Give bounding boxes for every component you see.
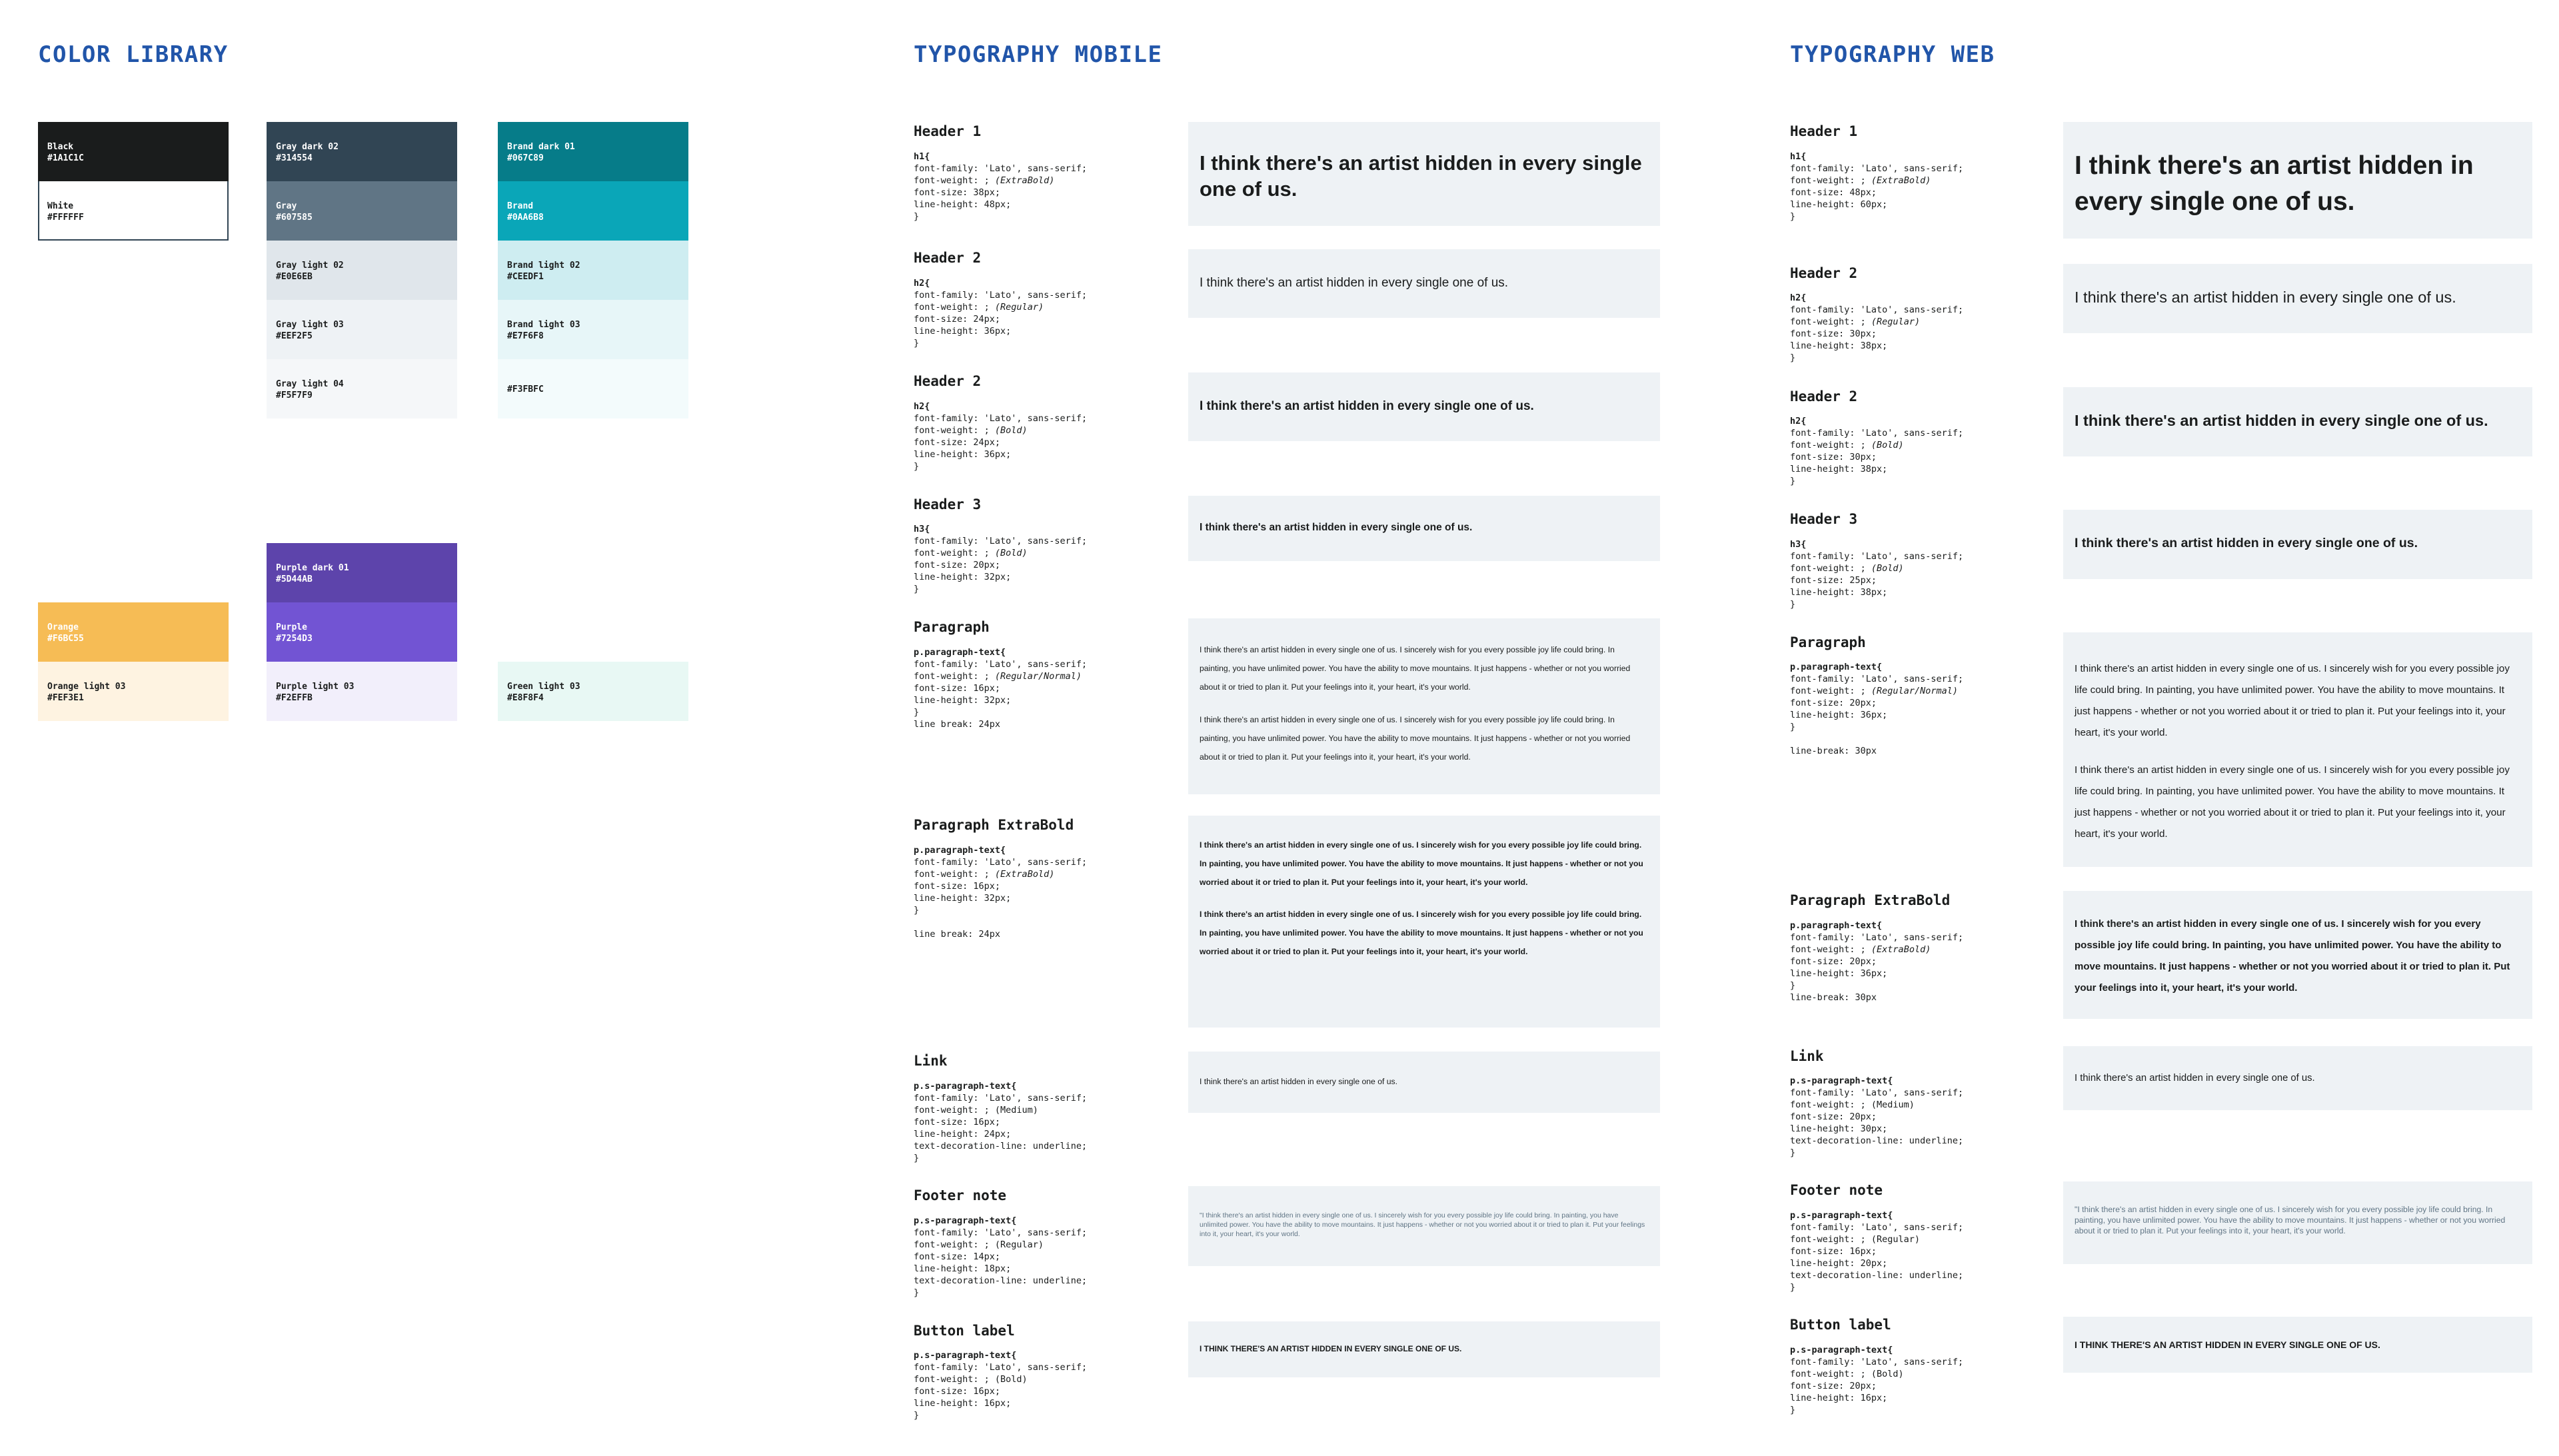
- css-spec: p.s-paragraph-text{ font-family: 'Lato', sans-serif; font-weight: ; (Regular) font-size: 14px; line-height: 18px; text-decoration-line: underline; }: [914, 1215, 1088, 1298]
- style-label: Paragraph ExtraBold: [1790, 892, 1951, 908]
- swatch-brand-light-04: [498, 359, 688, 418]
- preview-header-2-regular: I think there's an artist hidden in every single one of us.: [1188, 249, 1660, 318]
- swatch-name: Orange light 03: [47, 682, 126, 692]
- style-label: Link: [914, 1053, 948, 1069]
- swatch-hex: #314554: [276, 153, 313, 163]
- swatch-name: Green light 03: [507, 682, 580, 692]
- css-spec: p.s-paragraph-text{ font-family: 'Lato', sans-serif; font-weight: ; (Regular) font-size: 16px; line-height: 20px; text-decoration-line: underline; }: [1790, 1210, 1964, 1293]
- style-label: Link: [1790, 1048, 1824, 1064]
- preview-header-1: I think there's an artist hidden in every single one of us.: [1188, 122, 1660, 226]
- preview-footer-note: "I think there's an artist hidden in every single one of us. I sincerely wish for you every possible joy life could bring. In painting, you have unlimited power. You have the ability to move mountains. It just happens - whether or not you worried about it or tried to plan it. Put your feelings into it, your heart, it's your world.: [1188, 1186, 1660, 1266]
- swatch-hex: #F3FBFC: [507, 384, 544, 394]
- swatch-hex: #FFFFFF: [47, 213, 84, 223]
- sample-link[interactable]: I think there's an artist hidden in every single one of us.: [2075, 1073, 2315, 1084]
- style-label: Button label: [1790, 1317, 1891, 1333]
- swatch-white: [38, 181, 229, 241]
- css-spec: h2{ font-family: 'Lato', sans-serif; font-weight: ; (Regular) font-size: 24px; line-height: 36px; }: [914, 278, 1088, 349]
- swatch-hex: #067C89: [507, 153, 544, 163]
- preview-footer-note: "I think there's an artist hidden in every single one of us. I sincerely wish for you every possible joy life could bring. In painting, you have unlimited power. You have the ability to move mountains. It just happens - whether or not you worried about it or tried to plan it. Put your feelings into it, your heart, it's your world.: [2063, 1181, 2532, 1264]
- preview-header-1: I think there's an artist hidden in every single one of us.: [2063, 122, 2532, 239]
- style-label: Paragraph ExtraBold: [914, 817, 1074, 833]
- swatch-gray-light-03: [267, 300, 457, 359]
- style-label: Header 3: [914, 496, 982, 512]
- swatch-hex: #FEF3E1: [47, 693, 84, 703]
- swatch-hex: #F5F7F9: [276, 390, 313, 400]
- swatch-orange-light-03: [38, 662, 229, 721]
- preview-link: [2063, 1046, 2532, 1110]
- preview-paragraph: I think there's an artist hidden in every single one of us. I sincerely wish for you every possible joy life could bring. In painting, you have unlimited power. You have the ability to move mountains. It just happens - whether or not you worried about it or tried to plan it. Put your feelings into it, your heart, it's your world. I think there's an artist hidden in every single one of us. I sincerely wish for you every possible joy life could bring. In painting, you have unlimited power. You have the ability to move mountains. It just happens - whether or not you worried about it or tried to plan it. Put your feelings into it, your heart, it's your world.: [1188, 618, 1660, 794]
- swatch-name: Brand light 02: [507, 261, 580, 271]
- style-label: Header 1: [1790, 123, 1858, 139]
- css-spec: h1{ font-family: 'Lato', sans-serif; font-weight: ; (ExtraBold) font-size: 38px; line-height: 48px; }: [914, 151, 1088, 222]
- style-label: Header 2: [1790, 265, 1858, 281]
- swatch-orange: [38, 602, 229, 662]
- css-spec: p.paragraph-text{ font-family: 'Lato', sans-serif; font-weight: ; (Regular/Normal) font-size: 20px; line-height: 36px; } line-break: 30px: [1790, 662, 1964, 756]
- swatch-hex: #E8F8F4: [507, 693, 544, 703]
- preview-header-2-regular: I think there's an artist hidden in every single one of us.: [2063, 264, 2532, 333]
- preview-button-label: I THINK THERE'S AN ARTIST HIDDEN IN EVERY SINGLE ONE OF US.: [1188, 1321, 1660, 1377]
- swatch-name: Gray light 03: [276, 320, 344, 330]
- preview-header-3: I think there's an artist hidden in every single one of us.: [1188, 496, 1660, 561]
- swatch-hex: #EEF2F5: [276, 331, 313, 341]
- typography-mobile-title: TYPOGRAPHY MOBILE: [914, 41, 1163, 68]
- preview-header-2-bold: I think there's an artist hidden in every single one of us.: [2063, 387, 2532, 456]
- style-label: Paragraph: [1790, 634, 1866, 650]
- preview-paragraph-extrabold: I think there's an artist hidden in every single one of us. I sincerely wish for you every possible joy life could bring. In painting, you have unlimited power. You have the ability to move mountains. It just happens - whether or not you worried about it or tried to plan it. Put your feelings into it, your heart, it's your world.: [2063, 891, 2532, 1019]
- swatch-hex: #0AA6B8: [507, 213, 544, 223]
- css-spec: p.s-paragraph-text{ font-family: 'Lato', sans-serif; font-weight: ; (Medium) font-size: 20px; line-height: 30px; text-decoration-line: underline; }: [1790, 1076, 1964, 1158]
- swatch-name: Orange: [47, 622, 79, 632]
- typography-web: [1790, 0, 2532, 1456]
- swatch-gray-dark-02: [267, 122, 457, 181]
- swatch-gray-light-02: [267, 241, 457, 300]
- swatch-hex: #E0E6EB: [276, 272, 313, 282]
- sample-link[interactable]: I think there's an artist hidden in every single one of us.: [1200, 1077, 1398, 1086]
- color-library-title: COLOR LIBRARY: [38, 41, 229, 68]
- style-label: Paragraph: [914, 619, 990, 635]
- swatch-hex: #607585: [276, 213, 313, 223]
- swatch-hex: #CEEDF1: [507, 272, 544, 282]
- css-spec: p.s-paragraph-text{ font-family: 'Lato', sans-serif; font-weight: ; (Bold) font-size: 20px; line-height: 16px; }: [1790, 1345, 1964, 1415]
- swatch-name: Brand light 03: [507, 320, 580, 330]
- preview-header-2-bold: I think there's an artist hidden in every single one of us.: [1188, 372, 1660, 441]
- style-label: Header 2: [914, 373, 982, 389]
- css-spec: p.paragraph-text{ font-family: 'Lato', sans-serif; font-weight: ; (ExtraBold) font-size: 20px; line-height: 36px; } line-break: 30px: [1790, 920, 1964, 1003]
- css-spec: p.s-paragraph-text{ font-family: 'Lato', sans-serif; font-weight: ; (Bold) font-size: 16px; line-height: 16px; }: [914, 1350, 1088, 1421]
- swatch-purple-dark-01: [267, 543, 457, 602]
- preview-paragraph: I think there's an artist hidden in every single one of us. I sincerely wish for you every possible joy life could bring. In painting, you have unlimited power. You have the ability to move mountains. It just happens - whether or not you worried about it or tried to plan it. Put your feelings into it, your heart, it's your world. I think there's an artist hidden in every single one of us. I sincerely wish for you every possible joy life could bring. In painting, you have unlimited power. You have the ability to move mountains. It just happens - whether or not you worried about it or tried to plan it. Put your feelings into it, your heart, it's your world.: [2063, 632, 2532, 867]
- swatch-name: Brand: [507, 201, 534, 211]
- swatch-green-light-03: [498, 662, 688, 721]
- style-label: Header 2: [914, 250, 982, 266]
- style-label: Header 1: [914, 123, 982, 139]
- swatch-brand-light-02: [498, 241, 688, 300]
- swatch-brand: [498, 181, 688, 241]
- swatch-purple-light-03: [267, 662, 457, 721]
- typography-mobile: [914, 0, 1660, 1456]
- swatch-hex: #F6BC55: [47, 634, 84, 644]
- swatch-black: [38, 122, 229, 181]
- css-spec: p.paragraph-text{ font-family: 'Lato', sans-serif; font-weight: ; (ExtraBold) font-size: 16px; line-height: 32px; } line break: 24px: [914, 845, 1088, 940]
- swatch-name: Purple light 03: [276, 682, 355, 692]
- typography-web-title: TYPOGRAPHY WEB: [1790, 41, 1995, 68]
- style-label: Footer note: [1790, 1182, 1883, 1198]
- swatch-gray: [267, 181, 457, 241]
- css-spec: h3{ font-family: 'Lato', sans-serif; font-weight: ; (Bold) font-size: 20px; line-height: 32px; }: [914, 524, 1088, 594]
- preview-link: [1188, 1052, 1660, 1113]
- style-label: Header 3: [1790, 511, 1858, 527]
- preview-header-3: I think there's an artist hidden in every single one of us.: [2063, 510, 2532, 579]
- css-spec: h3{ font-family: 'Lato', sans-serif; font-weight: ; (Bold) font-size: 25px; line-height: 38px; }: [1790, 539, 1964, 610]
- css-spec: h1{ font-family: 'Lato', sans-serif; font-weight: ; (ExtraBold) font-size: 48px; line-height: 60px; }: [1790, 151, 1964, 222]
- swatch-name: Gray light 04: [276, 379, 344, 389]
- swatch-hex: #1A1C1C: [47, 153, 84, 163]
- swatch-hex: #7254D3: [276, 634, 313, 644]
- css-spec: h2{ font-family: 'Lato', sans-serif; font-weight: ; (Regular) font-size: 30px; line-height: 38px; }: [1790, 293, 1964, 363]
- swatch-brand-light-03: [498, 300, 688, 359]
- swatch-brand-dark-01: [498, 122, 688, 181]
- swatch-name: White: [47, 201, 74, 211]
- swatch-gray-light-04: [267, 359, 457, 418]
- preview-paragraph-extrabold: I think there's an artist hidden in every single one of us. I sincerely wish for you every possible joy life could bring. In painting, you have unlimited power. You have the ability to move mountains. It just happens - whether or not you worried about it or tried to plan it. Put your feelings into it, your heart, it's your world. I think there's an artist hidden in every single one of us. I sincerely wish for you every possible joy life could bring. In painting, you have unlimited power. You have the ability to move mountains. It just happens - whether or not you worried about it or tried to plan it. Put your feelings into it, your heart, it's your world.: [1188, 816, 1660, 1028]
- swatch-name: Brand dark 01: [507, 142, 575, 152]
- css-spec: h2{ font-family: 'Lato', sans-serif; font-weight: ; (Bold) font-size: 24px; line-height: 36px; }: [914, 401, 1088, 472]
- style-label: Footer note: [914, 1187, 1007, 1203]
- preview-button-label: I THINK THERE'S AN ARTIST HIDDEN IN EVERY SINGLE ONE OF US.: [2063, 1317, 2532, 1373]
- swatch-name: Gray: [276, 201, 297, 211]
- swatch-name: Gray dark 02: [276, 142, 339, 152]
- swatch-name: Purple dark 01: [276, 563, 349, 573]
- css-spec: p.s-paragraph-text{ font-family: 'Lato', sans-serif; font-weight: ; (Medium) font-size: 16px; line-height: 24px; text-decoration-line: underline; }: [914, 1081, 1088, 1163]
- swatch-hex: #E7F6F8: [507, 331, 544, 341]
- style-label: Header 2: [1790, 388, 1858, 404]
- swatch-hex: #F2EFFB: [276, 693, 313, 703]
- swatch-hex: #5D44AB: [276, 574, 313, 584]
- style-label: Button label: [914, 1323, 1015, 1339]
- swatch-name: Purple: [276, 622, 307, 632]
- css-spec: h2{ font-family: 'Lato', sans-serif; font-weight: ; (Bold) font-size: 30px; line-height: 38px; }: [1790, 416, 1964, 486]
- swatch-name: Gray light 02: [276, 261, 344, 271]
- swatch-purple: [267, 602, 457, 662]
- swatch-name: Black: [47, 142, 74, 152]
- css-spec: p.paragraph-text{ font-family: 'Lato', sans-serif; font-weight: ; (Regular/Normal) font-size: 16px; line-height: 32px; } line break: 24px: [914, 647, 1088, 730]
